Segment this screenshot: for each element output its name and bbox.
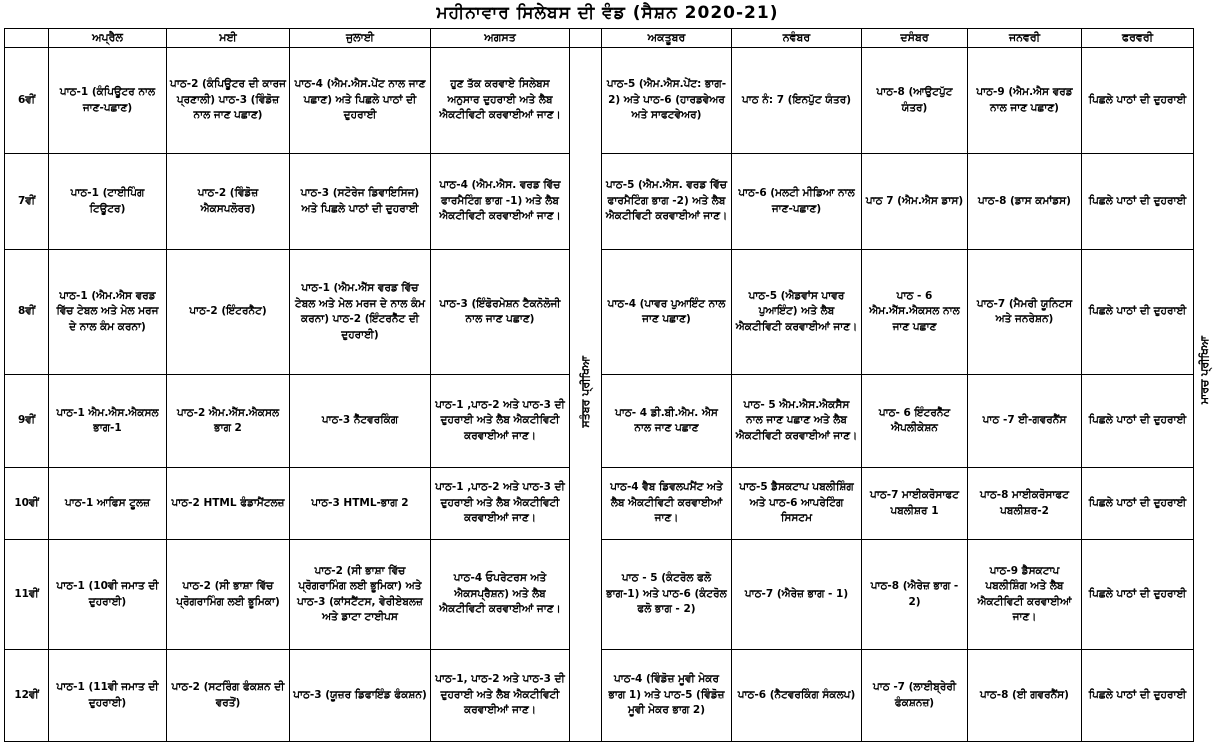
syllabus-cell: ਪਿਛਲੇ ਪਾਠਾਂ ਦੀ ਦੁਹਰਾਈ [1082,375,1194,468]
syllabus-cell: ਪਾਠ ਨੰ: 7 (ਇਨਪੁੱਟ ਯੰਤਰ) [732,48,862,154]
syllabus-cell: ਪਾਠ-9 (ਐਮ.ਐਸ ਵਰਡ ਨਾਲ ਜਾਣ ਪਛਾਣ) [968,48,1082,154]
header-november: ਨਵੰਬਰ [732,29,862,48]
syllabus-cell: ਪਾਠ-2 ਐਮ.ਐੱਸ.ਐਕਸਲ ਭਾਗ 2 [167,375,290,468]
syllabus-cell: ਪਿਛਲੇ ਪਾਠਾਂ ਦੀ ਦੁਹਰਾਈ [1082,48,1194,154]
syllabus-cell: ਪਿਛਲੇ ਪਾਠਾਂ ਦੀ ਦੁਹਰਾਈ [1082,650,1194,742]
syllabus-cell: ਪਾਠ-2 (ਕੰਪਿਊਟਰ ਦੀ ਕਾਰਜ ਪ੍ਰਣਾਲੀ) ਪਾਠ-3 (ਵਿੰਡੋਜ਼ ਨਾਲ ਜਾਣ ਪਛਾਣ) [167,48,290,154]
syllabus-cell: ਪਾਠ -7 (ਲਾਈਬ੍ਰੇਰੀ ਫੰਕਸ਼ਨਜ਼) [862,650,968,742]
syllabus-cell: ਪਾਠ-4 (ਐਮ.ਐਸ.ਪੇਂਟ ਨਾਲ ਜਾਣ ਪਛਾਣ) ਅਤੇ ਪਿਛਲੇ ਪਾਠਾਂ ਦੀ ਦੁਹਰਾਈ [290,48,431,154]
syllabus-cell: ਪਾਠ-3 (ਯੂਜ਼ਰ ਡਿਫਾਇੰਡ ਫੰਕਸ਼ਨ) [290,650,431,742]
syllabus-cell: ਪਾਠ-1 ਆਫਿਸ ਟੂਲਜ਼ [49,468,167,540]
class-cell: 9ਵੀਂ [5,375,49,468]
syllabus-cell: ਪਾਠ-5 ਡੈਸਕਟਾਪ ਪਬਲੀਸ਼ਿੰਗ ਅਤੇ ਪਾਠ-6 ਆਪਰੇਟਿੰਗ ਸਿਸਟਮ [732,468,862,540]
syllabus-cell: ਪਾਠ-8 (ਡਾਸ ਕਮਾਂਡਸ) [968,154,1082,250]
syllabus-cell: ਪਾਠ-1 (ਐਮ.ਐੱਸ ਵਰਡ ਵਿੱਚ ਟੇਬਲ ਅਤੇ ਮੇਲ ਮਰਜ ਦੇ ਨਾਲ ਕੰਮ ਕਰਨਾ) ਪਾਠ-2 (ਇੰਟਰਨੈੱਟ ਦੀ ਦੁਹਰਾਈ) [290,250,431,375]
syllabus-cell: ਪਾਠ-4 (ਪਾਵਰ ਪੁਆਇੰਟ ਨਾਲ ਜਾਣ ਪਛਾਣ) [602,250,732,375]
header-january: ਜਨਵਰੀ [968,29,1082,48]
page-title: ਮਹੀਨਾਵਾਰ ਸਿਲੇਬਸ ਦੀ ਵੰਡ (ਸੈਸ਼ਨ 2020-21) [436,3,779,23]
syllabus-cell: ਪਾਠ-2 HTML ਫੰਡਾਮੈਂਟਲਜ਼ [167,468,290,540]
syllabus-cell: ਪਾਠ-1 (ਐਮ.ਐਸ ਵਰਡ ਵਿੱਚ ਟੇਬਲ ਅਤੇ ਮੇਲ ਮਰਜ ਦੇ ਨਾਲ ਕੰਮ ਕਰਨਾ) [49,250,167,375]
syllabus-cell: ਪਾਠ-1 (ਕੰਪਿਊਟਰ ਨਾਲ ਜਾਣ-ਪਛਾਣ) [49,48,167,154]
syllabus-cell: ਪਾਠ-3 (ਇੰਫੋਰਮੇਸ਼ਨ ਟੈਕਨੋਲੋਜੀ ਨਾਲ ਜਾਣ ਪਛਾਣ) [431,250,570,375]
header-july: ਜੁਲਾਈ [290,29,431,48]
syllabus-cell: ਪਾਠ-8 (ਈ ਗਵਰਨੈਂਸ) [968,650,1082,742]
class-cell: 7ਵੀਂ [5,154,49,250]
class-cell: 11ਵੀਂ [5,540,49,650]
september-exam-cell [570,48,602,742]
syllabus-cell: ਪਾਠ-5 (ਐਡਵਾਂਸ ਪਾਵਰ ਪੁਆਇੰਟ) ਅਤੇ ਲੈਬ ਐਕਟੀਵਿਟੀ ਕਰਵਾਈਆਂ ਜਾਣ। [732,250,862,375]
syllabus-cell: ਪਾਠ-2 (ਸੀ ਭਾਸ਼ਾ ਵਿੱਚ ਪ੍ਰੋਗਰਾਮਿੰਗ ਲਈ ਭੂਮਿਕਾ) [167,540,290,650]
syllabus-cell: ਪਾਠ-1, ਪਾਠ-2 ਅਤੇ ਪਾਠ-3 ਦੀ ਦੁਹਰਾਈ ਅਤੇ ਲੈਬ ਐਕਟੀਵਿਟੀ ਕਰਵਾਈਆਂ ਜਾਣ। [431,650,570,742]
syllabus-cell: ਪਾਠ-5 (ਐਮ.ਐਸ.ਪੇਂਟ: ਭਾਗ- 2) ਅਤੇ ਪਾਠ-6 (ਹਾਰਡਵੇਅਰ ਅਤੇ ਸਾਫਟਵੇਅਰ) [602,48,732,154]
syllabus-cell: ਪਾਠ 7 (ਐਮ.ਐਸ ਡਾਸ) [862,154,968,250]
header-october: ਅਕਤੂਬਰ [602,29,732,48]
header-august: ਅਗਸਤ [431,29,570,48]
syllabus-cell: ਪਾਠ - 5 (ਕੰਟਰੋਲ ਫਲੋ ਭਾਗ-1) ਅਤੇ ਪਾਠ-6 (ਕੰਟਰੋਲ ਫਲੋ ਭਾਗ - 2) [602,540,732,650]
syllabus-cell: ਪਾਠ-4 ਓਪਰੇਟਰਸ ਅਤੇ ਐਕਸਪ੍ਰੈਸ਼ਨ) ਅਤੇ ਲੈਬ ਐਕਟੀਵਿਟੀ ਕਰਵਾਈਆਂ ਜਾਣ। [431,540,570,650]
syllabus-cell: ਪਾਠ -7 ਈ-ਗਵਰਨੈਂਸ [968,375,1082,468]
header-december: ਦਸੰਬਰ [862,29,968,48]
syllabus-cell: ਪਿਛਲੇ ਪਾਠਾਂ ਦੀ ਦੁਹਰਾਈ [1082,154,1194,250]
march-exam-label [1193,300,1215,440]
header-class [5,29,49,48]
syllabus-cell: ਪਾਠ-1 (ਟਾਈਪਿੰਗ ਟਿਊਟਰ) [49,154,167,250]
syllabus-cell: ਪਾਠ-5 (ਐਮ.ਐਸ. ਵਰਡ ਵਿੱਚ ਫਾਰਮੈਟਿੰਗ ਭਾਗ -2) ਅਤੇ ਲੈਬ ਐਕਟੀਵਿਟੀ ਕਰਵਾਈਆਂ ਜਾਣ। [602,154,732,250]
header-row [5,29,1194,48]
class-cell: 8ਵੀਂ [5,250,49,375]
header-may: ਮਈ [167,29,290,48]
syllabus-cell: ਪਾਠ-3 (ਸਟੋਰੇਜ ਡਿਵਾਇਸਿਜ) ਅਤੇ ਪਿਛਲੇ ਪਾਠਾਂ ਦੀ ਦੁਹਰਾਈ [290,154,431,250]
syllabus-cell: ਪਾਠ-8 ਮਾਈਕਰੋਸਾਫਟ ਪਬਲੀਸ਼ਰ-2 [968,468,1082,540]
syllabus-cell: ਪਾਠ-9 ਡੈਸਕਟਾਪ ਪਬਲੀਸ਼ਿੰਗ ਅਤੇ ਲੈਬ ਐਕਟੀਵਿਟੀ ਕਰਵਾਈਆਂ ਜਾਣ। [968,540,1082,650]
syllabus-cell: ਹੁਣ ਤੱਕ ਕਰਵਾਏ ਸਿਲੇਬਸ ਅਨੁਸਾਰ ਦੁਹਰਾਈ ਅਤੇ ਲੈਬ ਐਕਟੀਵਿਟੀ ਕਰਵਾਈਆਂ ਜਾਣ। [431,48,570,154]
syllabus-cell: ਪਾਠ-4 ਵੈਬ ਡਿਵਲਪਮੈਂਟ ਅਤੇ ਲੈਬ ਐਕਟੀਵਿਟੀ ਕਰਵਾਈਆਂ ਜਾਣ। [602,468,732,540]
syllabus-cell: ਪਾਠ- 6 ਇੰਟਰਨੈੱਟ ਐਪਲੀਕੇਸ਼ਨ [862,375,968,468]
syllabus-cell: ਪਾਠ-7 ਮਾਈਕਰੋਸਾਫਟ ਪਬਲੀਸ਼ਰ 1 [862,468,968,540]
header-september [570,29,602,48]
syllabus-cell: ਪਾਠ-1 (10ਵੀ ਜਮਾਤ ਦੀ ਦੁਹਰਾਈ) [49,540,167,650]
header-february: ਫਰਵਰੀ [1082,29,1194,48]
table-row [5,48,1194,154]
syllabus-cell: ਪਾਠ-1 (11ਵੀ ਜਮਾਤ ਦੀ ਦੁਹਰਾਈ) [49,650,167,742]
syllabus-cell: ਪਾਠ-1 ,ਪਾਠ-2 ਅਤੇ ਪਾਠ-3 ਦੀ ਦੁਹਰਾਈ ਅਤੇ ਲੈਬ ਐਕਟੀਵਿਟੀ ਕਰਵਾਈਆਂ ਜਾਣ। [431,375,570,468]
class-cell: 10ਵੀਂ [5,468,49,540]
syllabus-cell: ਪਿਛਲੇ ਪਾਠਾਂ ਦੀ ਦੁਹਰਾਈ [1082,250,1194,375]
september-exam-text: ਸਤੰਬਰ ਪ੍ਰੀਖਿਆ [578,355,592,428]
syllabus-cell: ਪਾਠ - 6 ਐਮ.ਐੱਸ.ਐਕਸਲ ਨਾਲ ਜਾਣ ਪਛਾਣ [862,250,968,375]
march-exam-text: ਮਾਰਚ ਪ੍ਰੀਖਿਆ [1197,335,1211,405]
header-april: ਅਪ੍ਰੈਲ [49,29,167,48]
syllabus-cell: ਪਾਠ-3 HTML-ਭਾਗ 2 [290,468,431,540]
syllabus-cell: ਪਾਠ-4 (ਵਿੰਡੋਜ਼ ਮੂਵੀ ਮੇਕਰ ਭਾਗ 1) ਅਤੇ ਪਾਠ-5 (ਵਿੰਡੋਜ਼ ਮੂਵੀ ਮੇਕਰ ਭਾਗ 2) [602,650,732,742]
syllabus-cell: ਪਿਛਲੇ ਪਾਠਾਂ ਦੀ ਦੁਹਰਾਈ [1082,540,1194,650]
syllabus-cell: ਪਾਠ-2 (ਵਿੰਡੋਜ਼ ਐਕਸਪਲੋਰਰ) [167,154,290,250]
syllabus-cell: ਪਾਠ-2 (ਇੰਟਰਨੈਟ) [167,250,290,375]
class-cell: 6ਵੀਂ [5,48,49,154]
syllabus-cell: ਪਾਠ-8 (ਆਉਟਪੁੱਟ ਯੰਤਰ) [862,48,968,154]
syllabus-cell: ਪਾਠ- 5 ਐਮ.ਐਸ.ਐਕਸੈਸ ਨਾਲ ਜਾਣ ਪਛਾਣ ਅਤੇ ਲੈਬ ਐਕਟੀਵਿਟੀ ਕਰਵਾਈਆਂ ਜਾਣ। [732,375,862,468]
syllabus-cell: ਪਾਠ-4 (ਐਮ.ਐਸ. ਵਰਡ ਵਿੱਚ ਫਾਰਮੈਟਿੰਗ ਭਾਗ -1) ਅਤੇ ਲੈਬ ਐਕਟੀਵਿਟੀ ਕਰਵਾਈਆਂ ਜਾਣ। [431,154,570,250]
syllabus-cell: ਪਾਠ-3 ਨੈੱਟਵਰਕਿੰਗ [290,375,431,468]
syllabus-cell: ਪਾਠ- 4 ਡੀ.ਬੀ.ਐਮ. ਐਸ ਨਾਲ ਜਾਣ ਪਛਾਣ [602,375,732,468]
syllabus-cell: ਪਾਠ-2 (ਸੀ ਭਾਸ਼ਾ ਵਿੱਚ ਪ੍ਰੋਗਰਾਮਿੰਗ ਲਈ ਭੂਮਿਕਾ) ਅਤੇ ਪਾਠ-3 (ਕਾਂਸਟੈਂਟਸ, ਵੇਰੀਏਬਲਜ਼ ਅਤੇ ਡਾਟਾ ਟਾਈਪਸ [290,540,431,650]
syllabus-cell: ਪਾਠ-1 ,ਪਾਠ-2 ਅਤੇ ਪਾਠ-3 ਦੀ ਦੁਹਰਾਈ ਅਤੇ ਲੈਬ ਐਕਟੀਵਿਟੀ ਕਰਵਾਈਆਂ ਜਾਣ। [431,468,570,540]
syllabus-cell: ਪਿਛਲੇ ਪਾਠਾਂ ਦੀ ਦੁਹਰਾਈ [1082,468,1194,540]
syllabus-table [4,28,1194,742]
syllabus-cell: ਪਾਠ-2 (ਸਟਰਿੰਗ ਫੰਕਸ਼ਨ ਦੀ ਵਰਤੋਂ) [167,650,290,742]
syllabus-cell: ਪਾਠ-7 (ਮੈਮਰੀ ਯੂਨਿਟਸ ਅਤੇ ਜਨਰੇਸ਼ਨ) [968,250,1082,375]
syllabus-cell: ਪਾਠ-8 (ਐਰੇਜ਼ ਭਾਗ - 2) [862,540,968,650]
class-cell: 12ਵੀਂ [5,650,49,742]
syllabus-cell: ਪਾਠ-6 (ਮਲਟੀ ਮੀਡਿਆ ਨਾਲ ਜਾਣ-ਪਛਾਣ) [732,154,862,250]
syllabus-cell: ਪਾਠ-6 (ਨੈਟਵਰਕਿੰਗ ਸੰਕਲਪ) [732,650,862,742]
syllabus-cell: ਪਾਠ-7 (ਐਰੇਜ਼ ਭਾਗ - 1) [732,540,862,650]
syllabus-cell: ਪਾਠ-1 ਐਮ.ਐਸ.ਐਕਸਲ ਭਾਗ-1 [49,375,167,468]
